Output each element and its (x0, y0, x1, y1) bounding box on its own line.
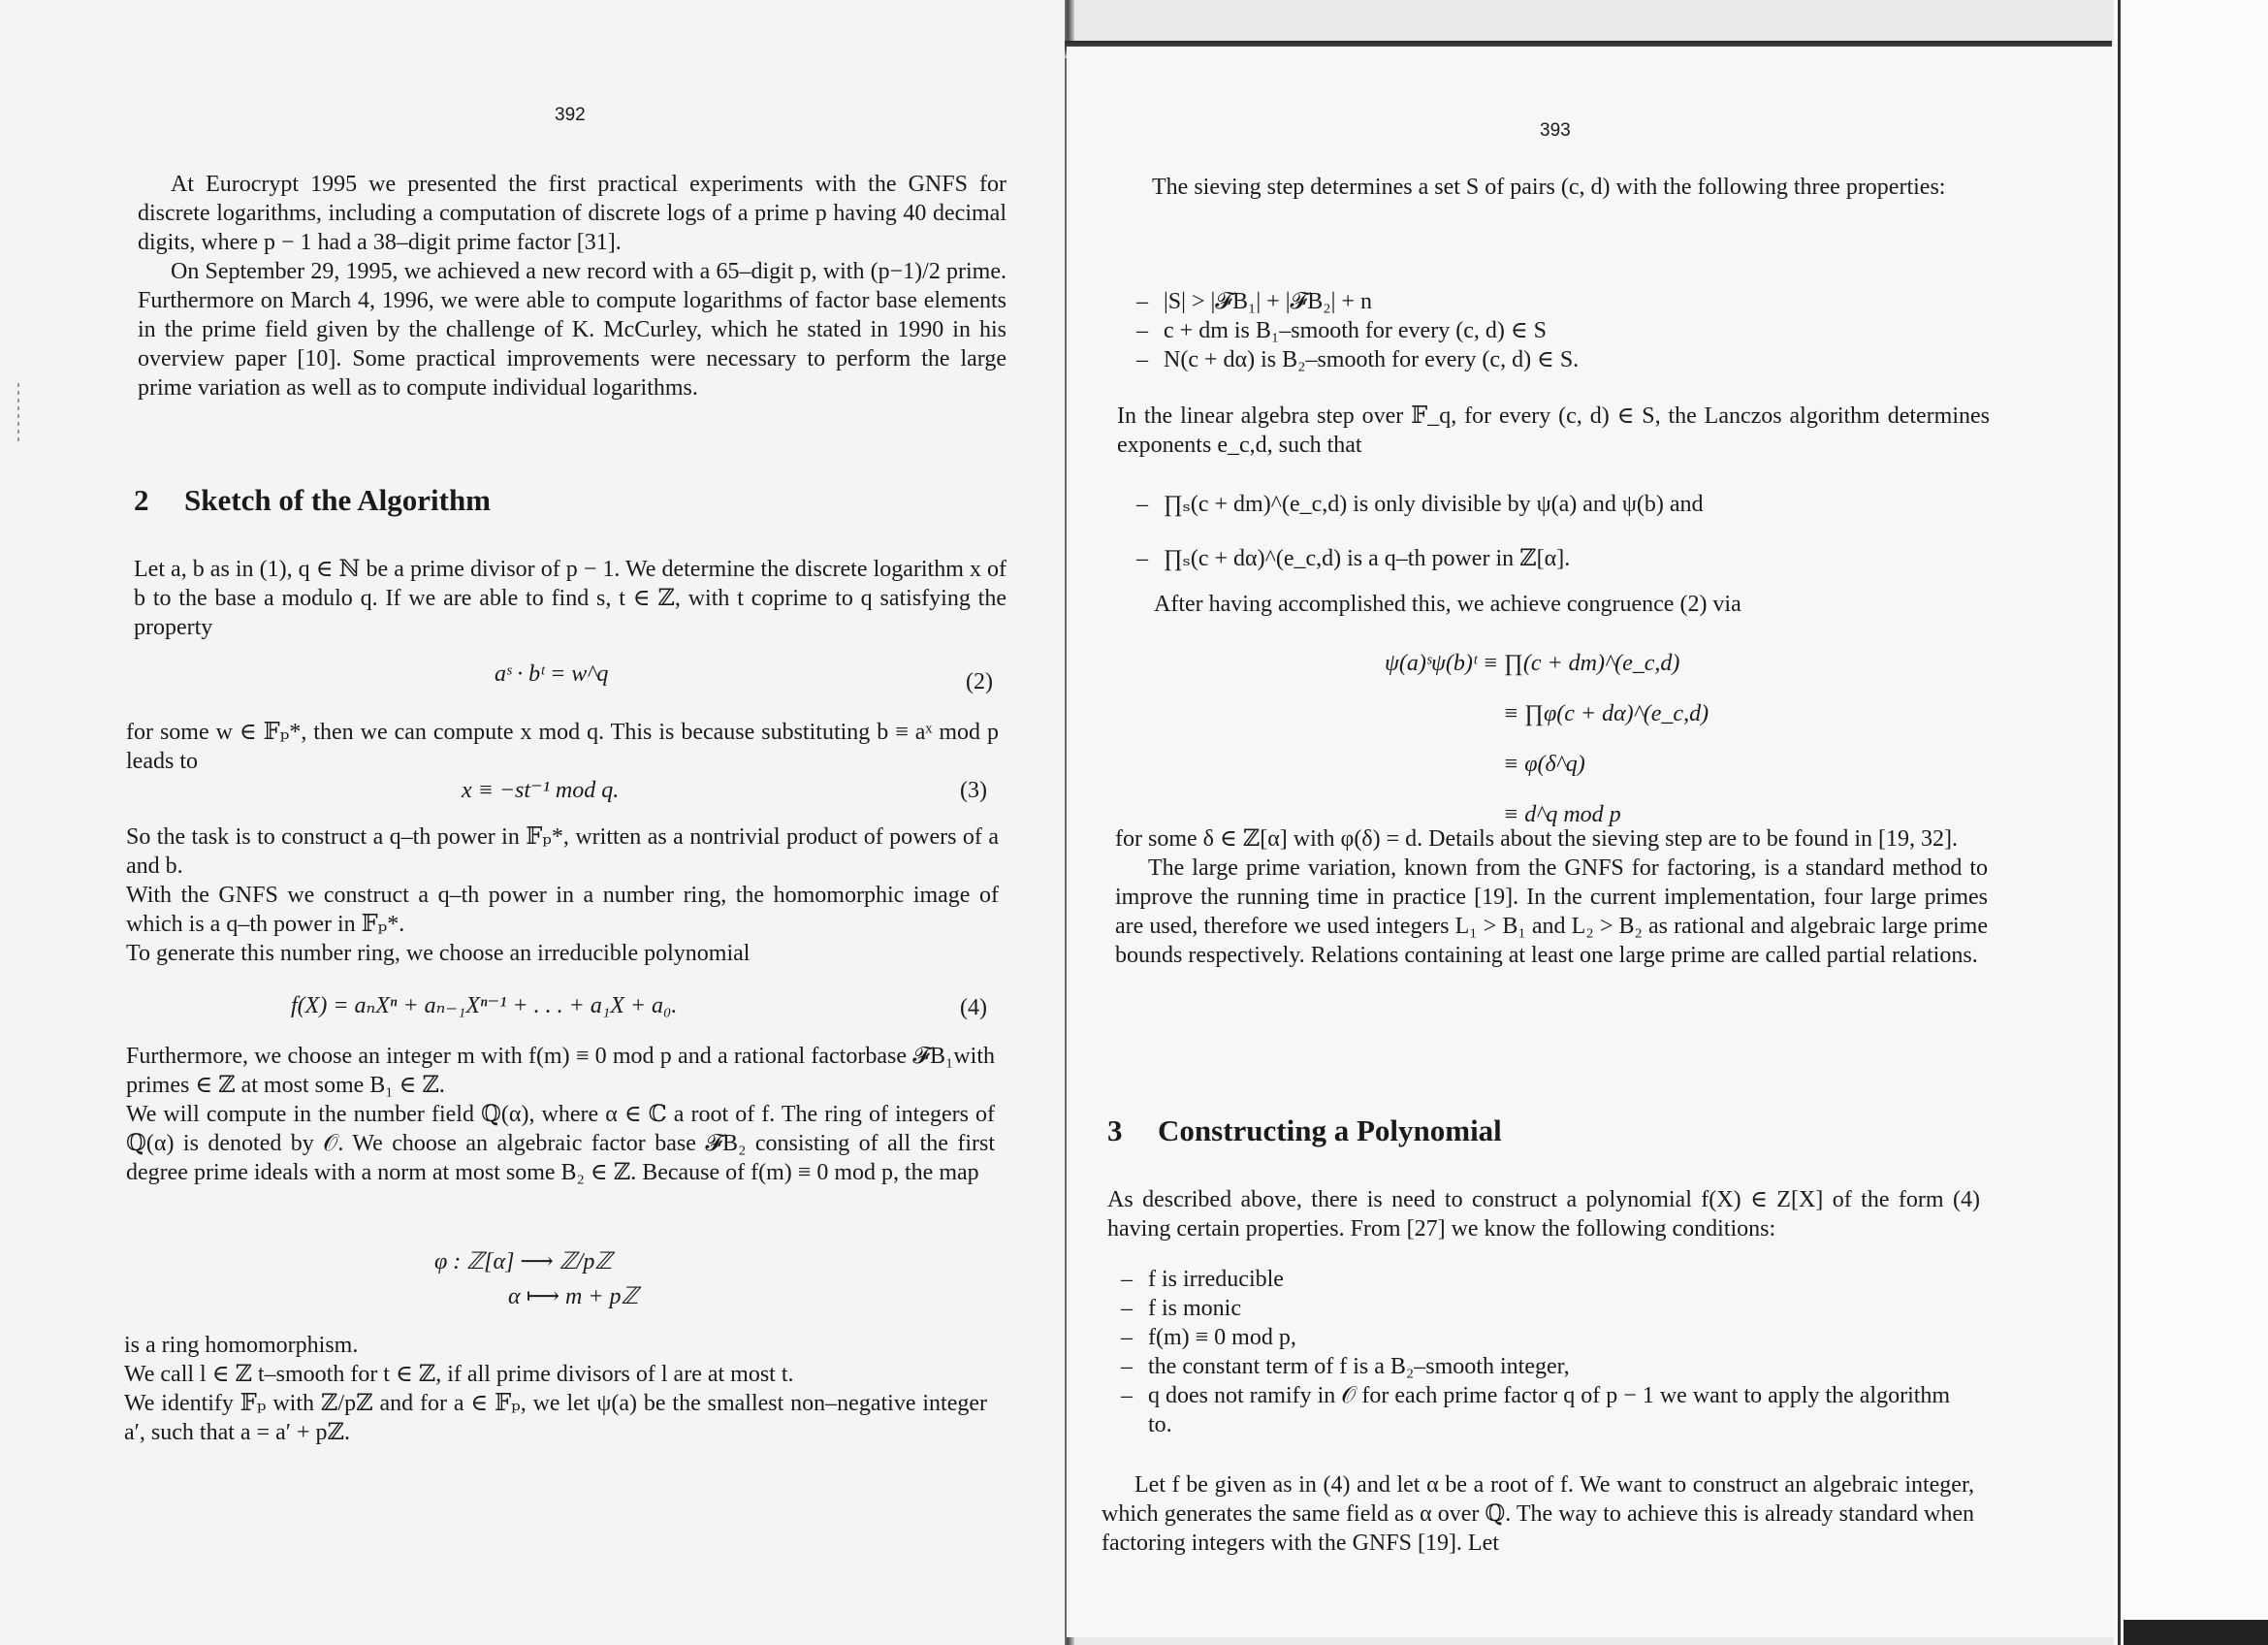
equation-number: (2) (966, 669, 993, 694)
paragraph: At Eurocrypt 1995 we presented the first practical experiments with the GNFS for discrete logarithms, including a computation of discrete logs of a prime p having 40 decimal digits, where p − 1 had a 38–digit prime factor [31]. (138, 172, 1006, 255)
paragraph: The sieving step determines a set S of pairs (c, d) with the following three properties: (1152, 175, 1946, 200)
section-number: 2 (134, 483, 149, 517)
list-item: – |S| > |𝓕B₁| + |𝓕B₂| + n (1136, 287, 1990, 316)
text-block (124, 1331, 987, 1447)
list-item: – f(m) ≡ 0 mod p, (1121, 1323, 1974, 1352)
bottom-shadow (2124, 1620, 2268, 1645)
list-item: – q does not ramify in 𝒪 for each prime factor q of p − 1 we want to apply the algorithm to. (1121, 1381, 1974, 1439)
intro-text (138, 170, 1006, 403)
list-item: – ∏ₛ(c + dm)^(e_c,d) is only divisible by ψ(a) and ψ(b) and (1136, 477, 1990, 532)
section-number: 3 (1107, 1113, 1123, 1147)
congruence-line: ≡ d^q mod p (1503, 802, 1621, 827)
equation-number: (3) (960, 778, 987, 803)
equation-3: x ≡ −st⁻¹ mod q. (462, 778, 620, 803)
left-page (0, 0, 1065, 1645)
paragraph: Furthermore, we choose an integer m with f(m) ≡ 0 mod p and a rational factorbase 𝓕B₁with primes ∈ ℤ at most some B₁ ∈ ℤ. (126, 1044, 995, 1098)
list-item: – f is monic (1121, 1294, 1974, 1323)
section-heading (1107, 1113, 1502, 1148)
paragraph: With the GNFS we construct a q–th power in a number ring, the homomorphic image of which is a q–th power in 𝔽ₚ*. (126, 883, 999, 937)
lanczos-conditions-list (1136, 477, 1990, 586)
text-block (1115, 824, 1988, 970)
paragraph: In the linear algebra step over 𝔽_q, for every (c, d) ∈ S, the Lanczos algorithm determines exponents e_c,d, such that (1117, 403, 1990, 458)
equation-4: f(X) = aₙXⁿ + aₙ₋₁Xⁿ⁻¹ + . . . + a₁X + a₀. (291, 993, 678, 1018)
section-title: Constructing a Polynomial (1158, 1113, 1502, 1147)
list-item: – the constant term of f is a B₂–smooth integer, (1121, 1352, 1974, 1381)
paragraph: We call l ∈ ℤ t–smooth for t ∈ ℤ, if all prime divisors of l are at most t. (124, 1362, 794, 1387)
paragraph: After having accomplished this, we achieve congruence (2) via (1154, 592, 1741, 617)
paragraph: Let a, b as in (1), q ∈ ℕ be a prime divisor of p − 1. We determine the discrete logarithm x of b to the base a modulo q. If we are able to find s, t ∈ ℤ, with t coprime to q satisfying the property (134, 557, 1006, 640)
right-page (1067, 47, 2114, 1637)
list-item: – N(c + dα) is B₂–smooth for every (c, d) ∈ S. (1136, 345, 1990, 374)
paragraph: To generate this number ring, we choose an irreducible polynomial (126, 941, 751, 966)
paragraph: Let f be given as in (4) and let α be a root of f. We want to construct an algebraic integer, which generates the same field as α over ℚ. The way to achieve this is already standard when factoring integers with the GNFS [19]. Let (1102, 1472, 1974, 1556)
paragraph: So the task is to construct a q–th power in 𝔽ₚ*, written as a nontrivial product of powers of a and b. (126, 824, 999, 879)
text-block (126, 822, 999, 968)
list-item: – c + dm is B₁–smooth for every (c, d) ∈ S (1136, 316, 1990, 345)
right-margin (2114, 0, 2268, 1645)
section-title: Sketch of the Algorithm (184, 483, 492, 517)
section-heading (134, 483, 491, 518)
page-number: 392 (555, 105, 586, 125)
page-number: 393 (1540, 120, 1571, 141)
margin-mark (17, 383, 19, 441)
paragraph: On September 29, 1995, we achieved a new record with a 65–digit p, with (p−1)/2 prime. Furthermore on March 4, 1996, we were able to compute logarithms of factor base elements in the prime field given by the challenge of K. McCurley, which he stated in 1990 in his overview paper [10]. Some practical improvements were necessary to perform the large prime variation as well as to compute individual logarithms. (138, 259, 1006, 401)
list-item: – f is irreducible (1121, 1265, 1974, 1294)
map-definition: φ : ℤ[α] ⟶ ℤ/pℤ (434, 1249, 613, 1274)
paragraph: We will compute in the number field ℚ(α), where α ∈ ℂ a root of f. The ring of integers of ℚ(α) is denoted by 𝒪. We choose an algebraic factor base 𝓕B₂ consisting of all the first degree prime ideals with a norm at most some B₂ ∈ ℤ. Because of f(m) ≡ 0 mod p, the map (126, 1102, 995, 1185)
map-definition: α ⟼ m + pℤ (508, 1284, 639, 1309)
congruence-line: ≡ φ(δ^q) (1503, 752, 1585, 777)
polynomial-conditions-list (1121, 1265, 1974, 1439)
paragraph: for some δ ∈ ℤ[α] with φ(δ) = d. Details about the sieving step are to be found in [19, 32]. (1115, 826, 1959, 852)
paragraph: We identify 𝔽ₚ with ℤ/pℤ and for a ∈ 𝔽ₚ, we let ψ(a) be the smallest non–negative integer a′, such that a = a′ + pℤ. (124, 1391, 987, 1445)
equation-number: (4) (960, 995, 987, 1020)
congruence-derivation (1385, 638, 1709, 840)
list-item: – ∏ₛ(c + dα)^(e_c,d) is a q–th power in ℤ[α]. (1136, 532, 1990, 586)
paragraph: As described above, there is need to construct a polynomial f(X) ∈ Z[X] of the form (4) having certain properties. From [27] we know the following conditions: (1107, 1187, 1980, 1242)
equation-2: aˢ · bᵗ = w^q (495, 661, 609, 687)
right-page-edge (2118, 0, 2121, 1645)
congruence-line: ≡ ∏φ(c + dα)^(e_c,d) (1503, 701, 1709, 726)
text-block (126, 1042, 995, 1187)
sieve-conditions-list (1136, 287, 1990, 374)
paragraph: The large prime variation, known from the GNFS for factoring, is a standard method to improve the running time in practice [19]. In the current implementation, four large primes are used, therefore we used integers L₁ > B₁ and L₂ > B₂ as rational and algebraic large prime bounds respectively. Relations containing at least one large prime are called partial relations. (1115, 855, 1988, 968)
paragraph: for some w ∈ 𝔽ₚ*, then we can compute x mod q. This is because substituting b ≡ aˣ mod p leads to (126, 720, 999, 774)
paragraph: is a ring homomorphism. (124, 1333, 359, 1358)
congruence-line: ψ(a)ˢψ(b)ᵗ ≡ ∏(c + dm)^(e_c,d) (1385, 651, 1680, 676)
